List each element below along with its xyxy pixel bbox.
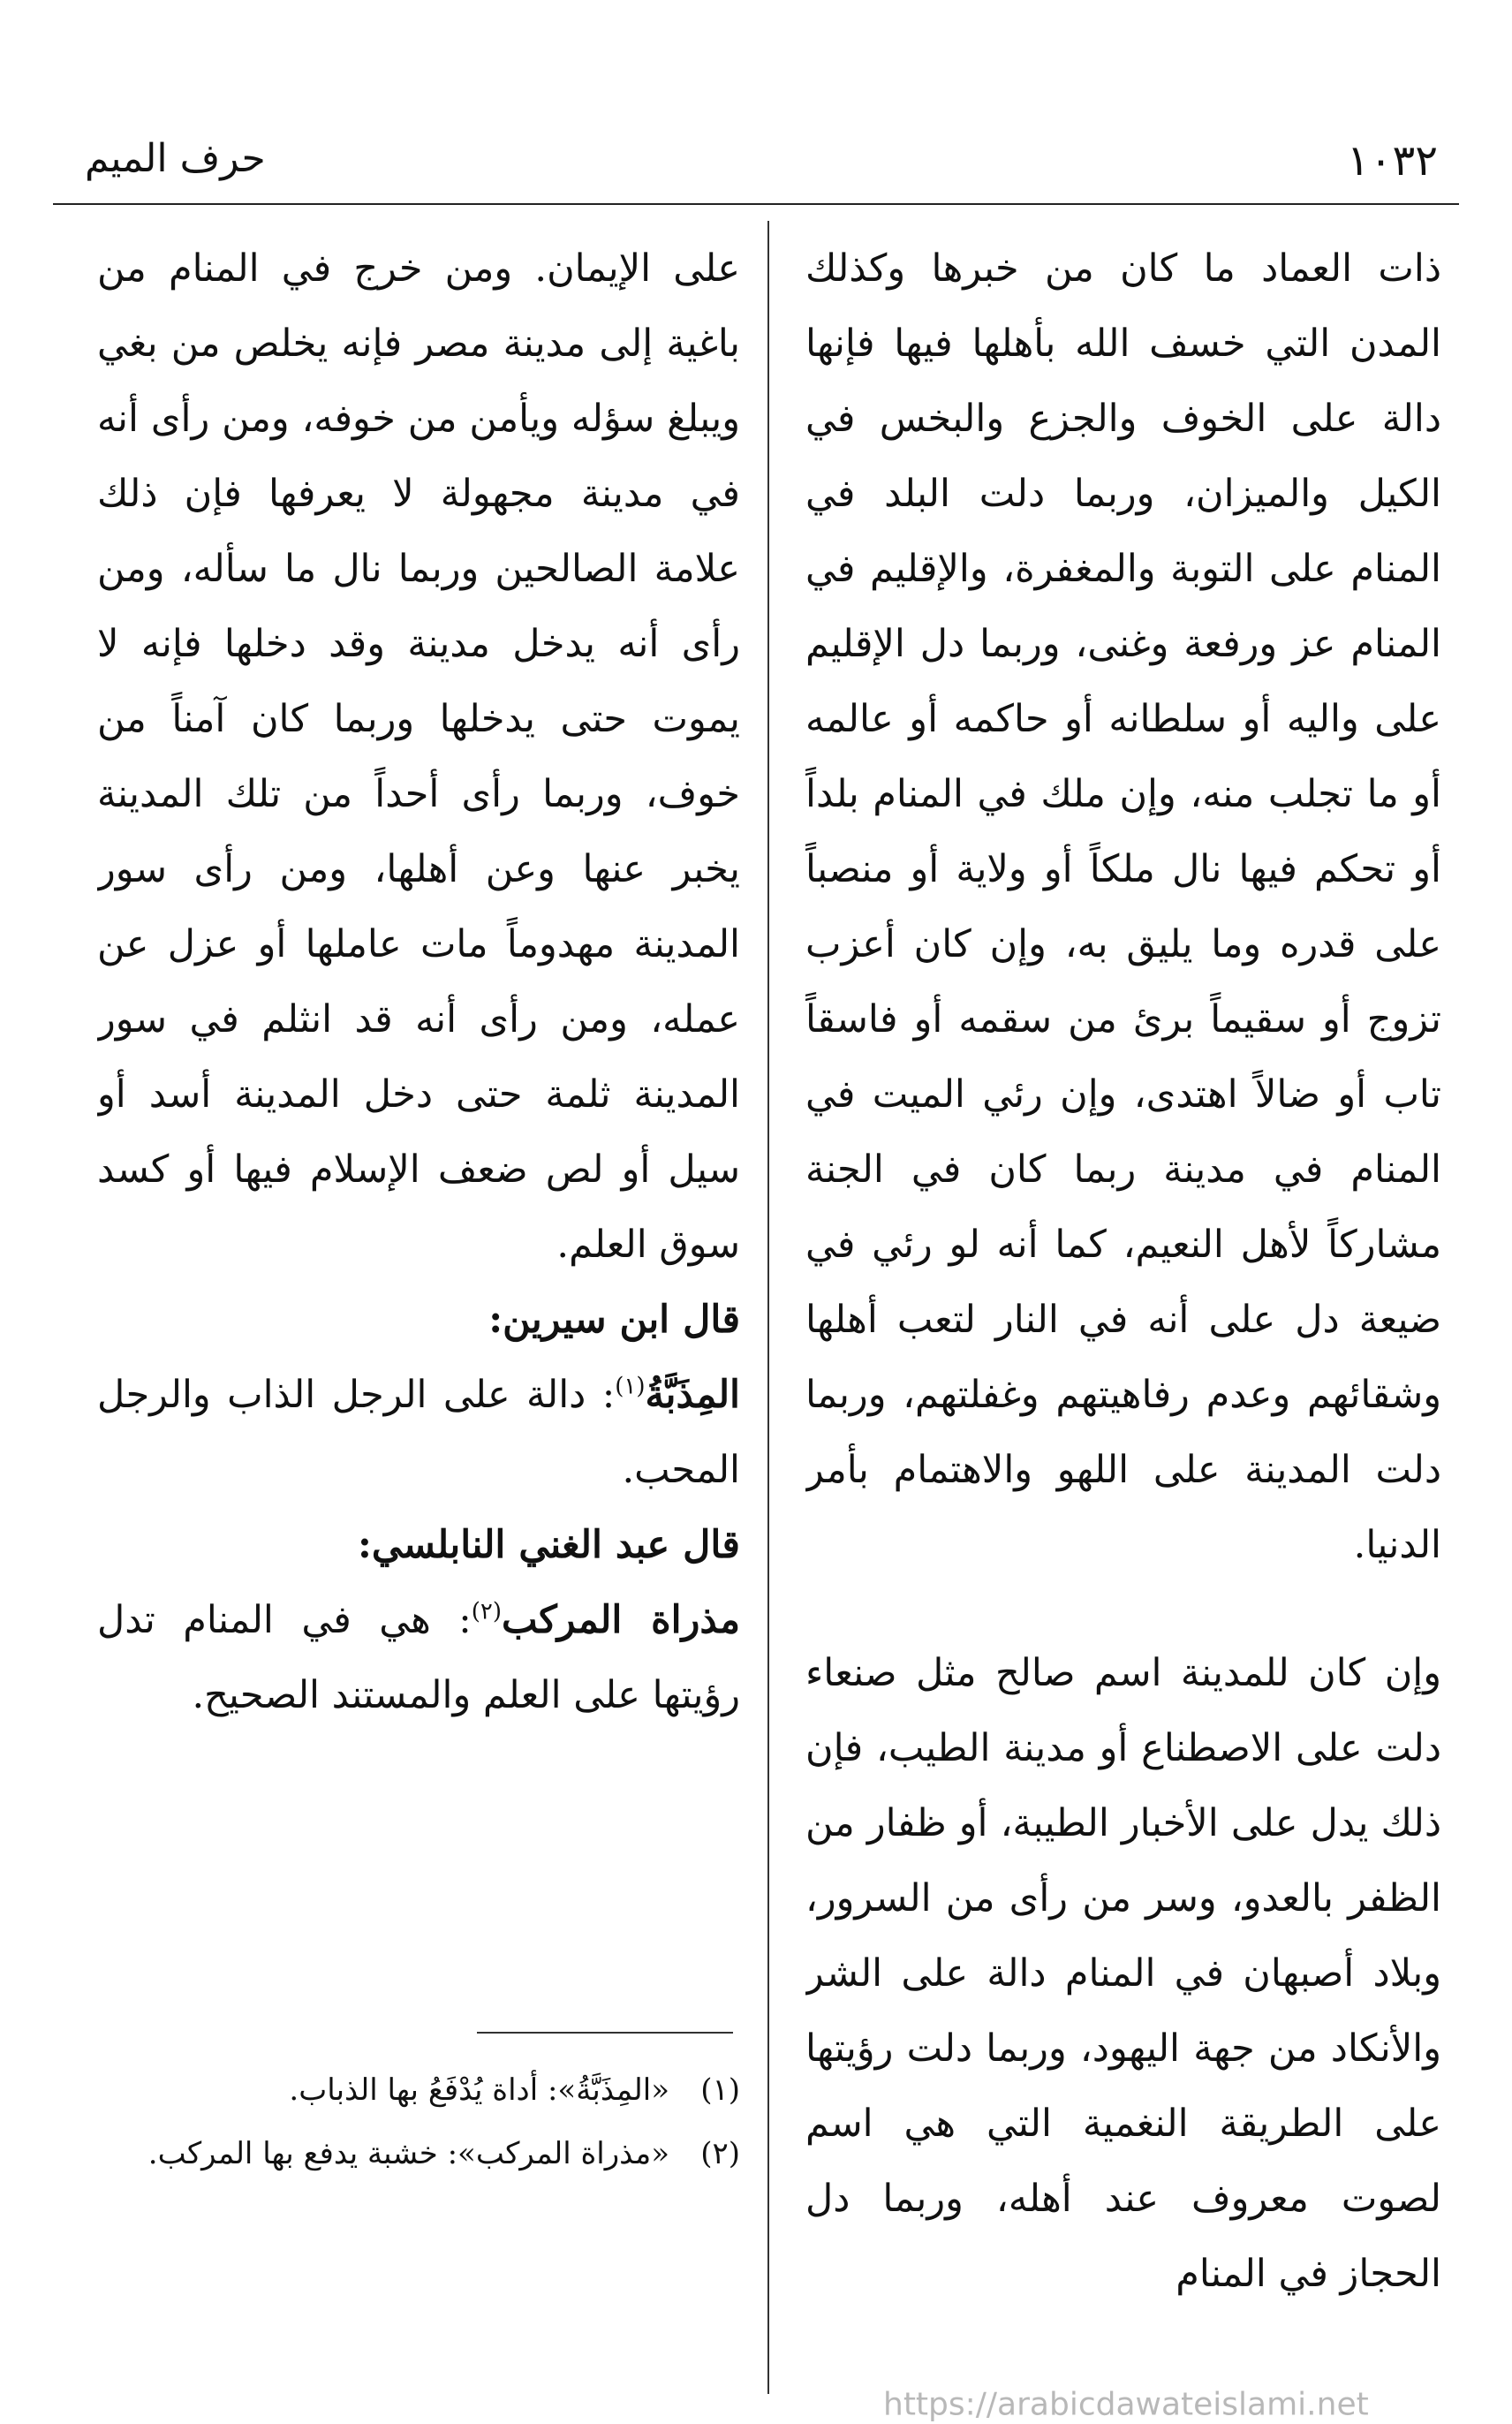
footnote-text: «المِذَبَّةُ»: أداة يُدْفَعُ بها الذباب. — [289, 2072, 669, 2108]
footnote-ref-1[interactable]: (١) — [615, 1373, 646, 1400]
entry-term: مذراة المركب — [502, 1598, 740, 1642]
paragraph-gap — [805, 1583, 1441, 1636]
right-paragraph-2: وإن كان للمدينة اسم صالح مثل صنعاء دلت على الاصطناع أو مدينة الطيب، فإن ذلك يدل على الأخبار الطيبة، أو ظفار من الظفر بالعدو، وسر من رأى من السرور، وبلاد أصبهان في المنام دالة على الشر والأنكاد من جهة اليهود، وربما دلت رؤيتها على الطريقة النغمية التي هي اسم لصوت معروف عند أهله، وربما دل الحجاز في المنام — [805, 1651, 1441, 2296]
right-paragraph-1: ذات العماد ما كان من خبرها وكذلك المدن التي خسف الله بأهلها فيها فإنها دالة على الخوف والجزع والبخس في الكيل والميزان، وربما دلت البلد في المنام على التوبة والمغفرة، والإقليم في المنام عز ورفعة وغنى، وربما دل الإقليم على واليه أو سلطانه أو حاكمه أو عالمه أو ما تجلب منه، وإن ملك في المنام بلداً أو تحكم فيها نال ملكاً أو ولاية أو منصباً على قدره وما يليق به، وإن كان أعزب تزوج أو سقيماً برئ من سقمه أو فاسقاً تاب أو ضالاً اهتدى، وإن رئي الميت في المنام في مدينة ربما كان في الجنة مشاركاً لأهل النعيم، كما أنه لو رئي في ضيعة دل على أنه في النار لتعب أهلها وشقائهم وعدم رفاهيتهم وغفلتهم، وربما دلت المدينة على اللهو والاهتمام بأمر الدنيا. — [805, 246, 1441, 1567]
page-header — [53, 133, 1459, 205]
left-paragraph-1: على الإيمان. ومن خرج في المنام من باغية إلى مدينة مصر فإنه يخلص من بغي ويبلغ سؤله ويأمن من خوفه، ومن رأى أنه في مدينة مجهولة لا يعرفها فإن ذلك علامة الصالحين وربما نال ما سأله، ومن رأى أنه يدخل مدينة وقد دخلها فإنه لا يموت حتى يدخلها وربما كان آمناً من خوف، وربما رأى أحداً من تلك المدينة يخبر عنها وعن أهلها، ومن رأى سور المدينة مهدوماً مات عاملها أو عزل عن عمله، ومن رأى أنه قد انثلم في سور المدينة ثلمة حتى دخل المدينة أسد أو سيل أو لص ضعف الإسلام فيها أو كسد سوق العلم. — [97, 246, 740, 1267]
right-column — [805, 231, 1441, 2299]
left-column — [97, 231, 740, 1989]
footnote-number: (٢) — [700, 2136, 740, 2171]
page-number: ١٠٣٢ — [1346, 136, 1438, 186]
watermark-url: https://arabicdawateislami.net — [883, 2386, 1369, 2423]
section-heading-ibn-sirin: قال ابن سيرين: — [488, 1298, 740, 1342]
section-heading-nabulsi: قال عبد الغني النابلسي: — [357, 1523, 740, 1567]
entry-text: : دالة على الرجل الذاب والرجل المحب. — [97, 1373, 740, 1492]
entry-term: المِذَبَّةُ — [645, 1373, 740, 1417]
footnote-number: (١) — [700, 2072, 740, 2108]
footnote-separator — [477, 2032, 733, 2034]
entry-midhrat-al-markab — [97, 1583, 740, 1733]
entry-midhabba — [97, 1358, 740, 1508]
footnotes — [97, 2058, 740, 2185]
column-divider — [767, 221, 769, 2394]
footnote-item — [97, 2058, 740, 2122]
entry-text: : هي في المنام تدل رؤيتها على العلم والمستند الصحيح. — [97, 1598, 740, 1717]
running-title: حرف الميم — [85, 136, 266, 181]
footnote-text: «مذراة المركب»: خشبة يدفع بها المركب. — [147, 2136, 669, 2171]
footnote-ref-2[interactable]: (٢) — [471, 1598, 503, 1625]
footnote-item — [97, 2122, 740, 2185]
